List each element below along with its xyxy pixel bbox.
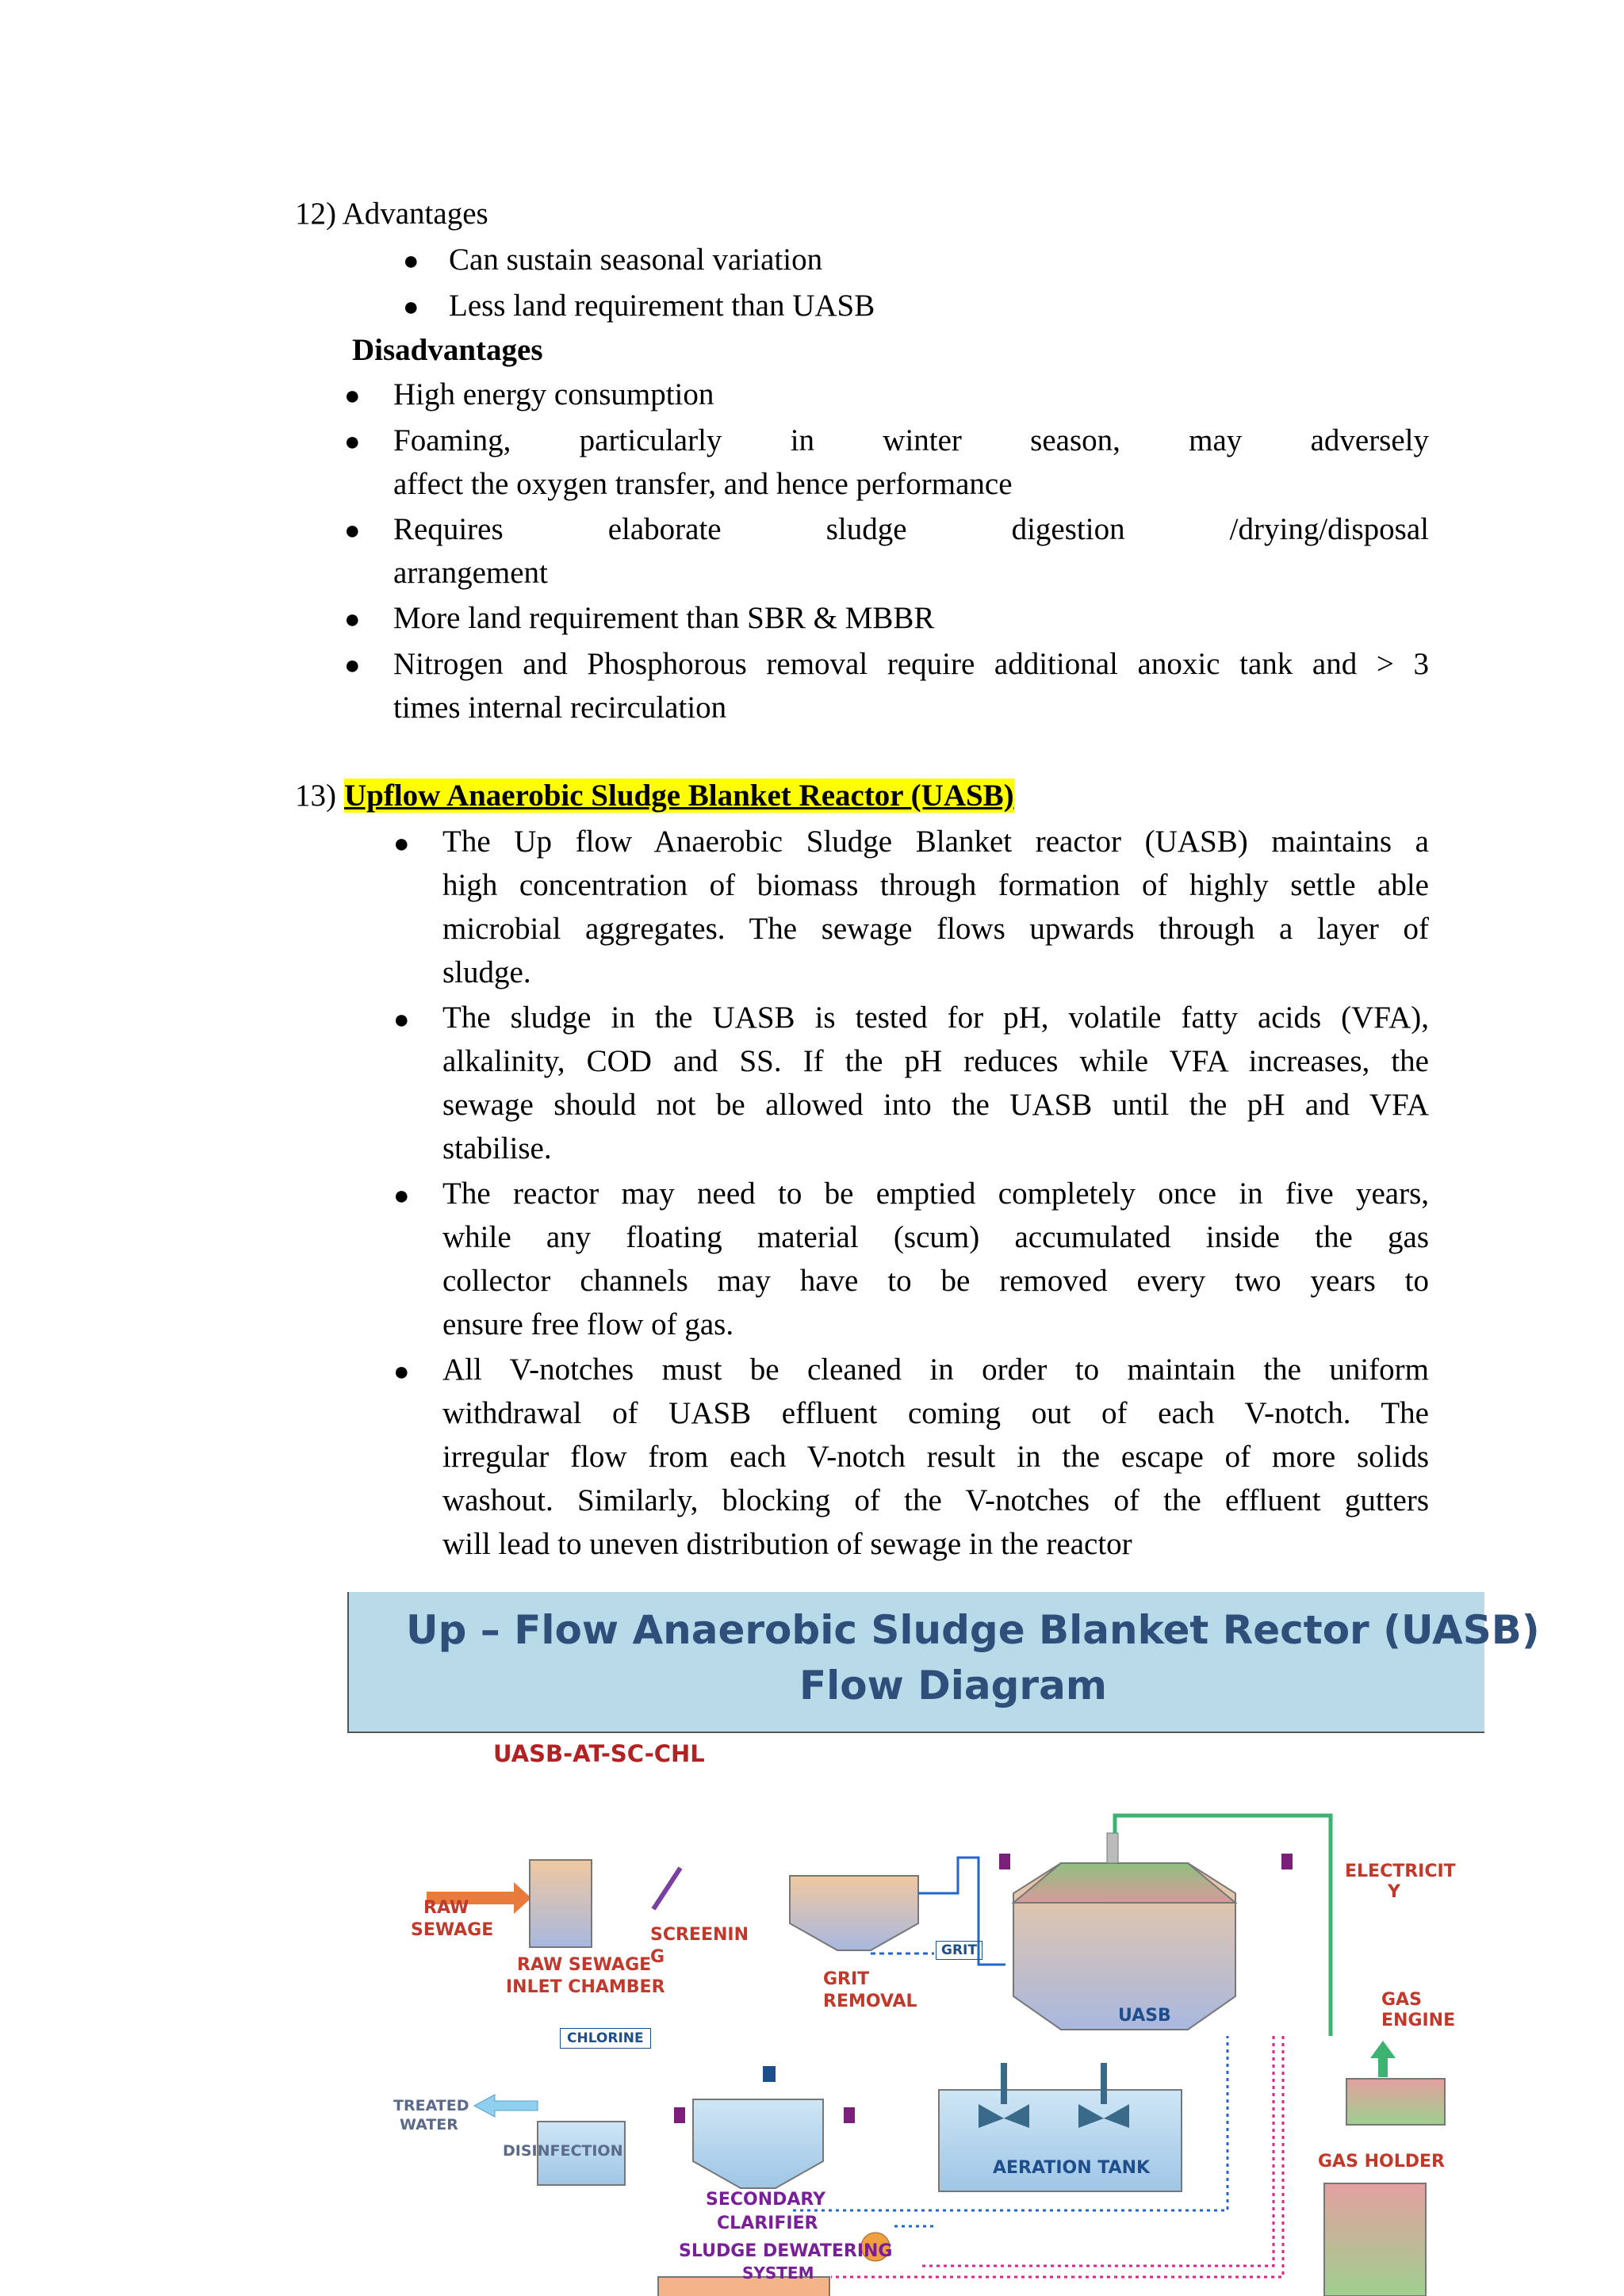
label-treated-water: WATER — [400, 2116, 458, 2133]
uasb-gas-dome — [1107, 1833, 1118, 1863]
label-secondary-clarifier: SECONDARY — [706, 2190, 826, 2210]
label-aeration-tank: AERATION TANK — [993, 2158, 1151, 2178]
disadvantage-item-cont: times internal recirculation — [393, 691, 727, 725]
uasb-bullet-line: alkalinity, COD and SS. If the pH reduces while VFA increases, the — [442, 1044, 1429, 1078]
uasb-bullet-line: The sludge in the UASB is tested for pH, volatile fatty acids (VFA), — [442, 1001, 1429, 1035]
label-inlet-chamber: INLET CHAMBER — [506, 1977, 665, 1997]
disadvantage-item-cont: arrangement — [393, 556, 548, 590]
label-disinfection: DISINFECTION — [503, 2142, 623, 2160]
uasb-bullet-line: All V-notches must be cleaned in order to maintain the uniform — [442, 1353, 1429, 1387]
advantage-item: Less land requirement than UASB — [449, 289, 875, 323]
valve-marker — [674, 2107, 685, 2123]
gas-engine — [1346, 2079, 1445, 2125]
secondary-clarifier — [693, 2099, 823, 2188]
uasb-flow-diagram — [347, 1592, 1624, 2296]
disadvantage-item: High energy consumption — [393, 377, 714, 411]
valve-marker — [844, 2107, 855, 2123]
label-raw-sewage: RAW — [423, 1898, 469, 1918]
bullet-icon: ● — [403, 247, 419, 276]
advantage-item: Can sustain seasonal variation — [449, 243, 823, 277]
clarifier-drive — [763, 2066, 776, 2082]
bullet-icon: ● — [393, 1005, 410, 1035]
bullet-icon: ● — [403, 293, 419, 322]
label-sludge-dewatering: SLUDGE DEWATERING — [679, 2241, 893, 2261]
diagram-title-line2: Flow Diagram — [799, 1663, 1107, 1709]
uasb-bullet-line: sewage should not be allowed into the UASB until the pH and VFA — [442, 1088, 1429, 1122]
bullet-icon: ● — [393, 1357, 410, 1387]
label-screening: SCREENIN — [650, 1925, 749, 1945]
label-grit: GRIT — [936, 1941, 982, 1960]
section-13-number: 13) — [295, 779, 336, 813]
section-12-heading: 12) Advantages — [295, 197, 488, 231]
label-grit-removal: REMOVAL — [823, 1992, 917, 2011]
label-sludge-dewatering: SYSTEM — [742, 2263, 814, 2283]
valve-marker — [999, 1854, 1010, 1869]
uasb-bullet-line: sludge. — [442, 955, 531, 989]
diagram-title-line1: Up – Flow Anaerobic Sludge Blanket Rector (UASB) — [406, 1607, 1540, 1653]
valve-marker — [1281, 1854, 1293, 1869]
section-13-title — [344, 779, 1014, 813]
bullet-icon: ● — [344, 516, 361, 545]
uasb-bullet-line: The reactor may need to be emptied completely once in five years, — [442, 1177, 1429, 1211]
uasb-bullet-line: The Up flow Anaerobic Sludge Blanket reactor (UASB) maintains a — [442, 825, 1429, 859]
bullet-icon: ● — [344, 427, 361, 457]
uasb-bullet-line: washout. Similarly, blocking of the V-notches of the effluent gutters — [442, 1483, 1429, 1517]
label-uasb: UASB — [1118, 2006, 1171, 2026]
uasb-bullet-line: will lead to uneven distribution of sewage in the reactor — [442, 1527, 1132, 1561]
treated-water-arrow — [474, 2095, 538, 2117]
label-gas-engine: GAS — [1381, 1990, 1422, 2010]
disadvantage-item: Requires elaborate sludge digestion /drying/disposal — [393, 512, 1429, 546]
uasb-bullet-line: high concentration of biomass through formation of highly settle able — [442, 868, 1429, 902]
uasb-hood — [1013, 1863, 1235, 1903]
label-inlet-chamber: RAW SEWAGE — [517, 1955, 652, 1975]
uasb-bullet-line: stabilise. — [442, 1131, 552, 1165]
label-electricity: ELECTRICIT — [1345, 1862, 1456, 1881]
uasb-bullet-line: collector channels may have to be removed every two years to — [442, 1264, 1429, 1298]
grit-chamber — [790, 1876, 918, 1950]
label-raw-sewage: SEWAGE — [411, 1920, 494, 1940]
uasb-bullet-line: while any floating material (scum) accumulated inside the gas — [442, 1220, 1429, 1254]
section-13-title-text: Upflow Anaerobic Sludge Blanket Reactor (UASB) — [344, 779, 1014, 813]
label-screening: G — [650, 1947, 665, 1967]
label-secondary-clarifier: CLARIFIER — [717, 2214, 818, 2233]
label-grit-removal: GRIT — [823, 1969, 870, 1989]
label-chlorine: CHLORINE — [560, 2028, 651, 2049]
disadvantage-item: More land requirement than SBR & MBBR — [393, 601, 935, 635]
label-gas-holder: GAS HOLDER — [1318, 2152, 1445, 2172]
diagram-schematic — [347, 1592, 1624, 2296]
inlet-chamber — [530, 1860, 592, 1947]
label-gas-engine: ENGINE — [1381, 2011, 1456, 2030]
bullet-icon: ● — [393, 829, 410, 859]
uasb-bullet-line: microbial aggregates. The sewage flows upwards through a layer of — [442, 912, 1429, 946]
label-electricity: Y — [1388, 1882, 1400, 1902]
uasb-bullet-line: ensure free flow of gas. — [442, 1307, 734, 1341]
electricity-arrow — [1370, 2041, 1396, 2077]
screening-bar — [653, 1868, 680, 1909]
bullet-icon: ● — [344, 381, 361, 411]
uasb-bullet-line: irregular flow from each V-notch result in the escape of more solids — [442, 1440, 1429, 1474]
bullet-icon: ● — [344, 605, 361, 634]
disadvantage-item-cont: affect the oxygen transfer, and hence performance — [393, 467, 1013, 501]
disadvantages-heading: Disadvantages — [352, 333, 543, 367]
gas-holder — [1324, 2183, 1426, 2296]
disadvantage-item: Nitrogen and Phosphorous removal require additional anoxic tank and > 3 — [393, 647, 1429, 681]
disadvantage-item: Foaming, particularly in winter season, may adversely — [393, 423, 1429, 457]
bullet-icon: ● — [393, 1181, 410, 1211]
label-treated-water: TREATED — [393, 2097, 469, 2114]
diagram-code: UASB-AT-SC-CHL — [493, 1740, 705, 1767]
bullet-icon: ● — [344, 651, 361, 680]
uasb-bullet-line: withdrawal of UASB effluent coming out of each V-notch. The — [442, 1396, 1429, 1430]
